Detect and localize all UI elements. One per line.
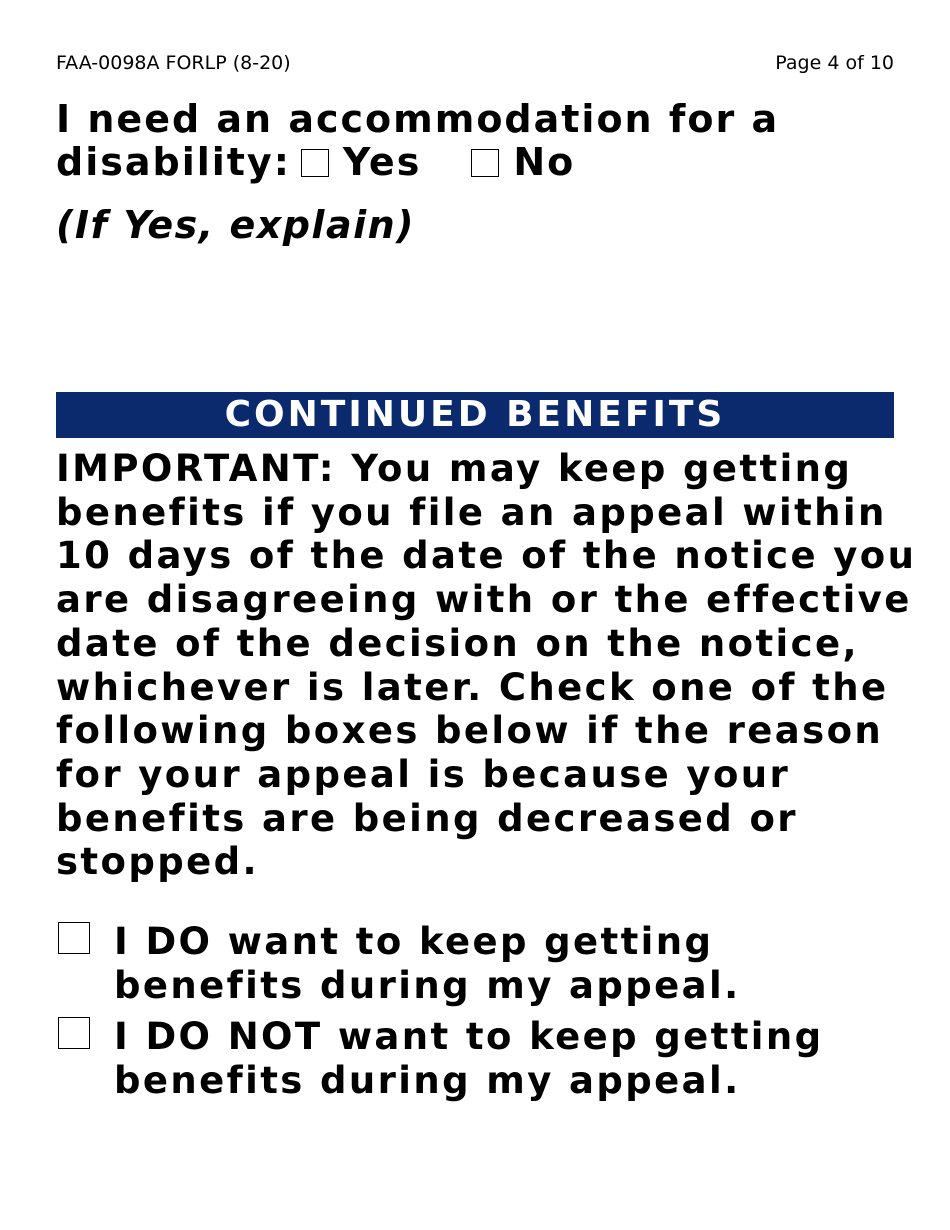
accommodation-no-label: No <box>513 140 576 184</box>
accommodation-question <box>56 98 896 184</box>
accommodation-yes-label: Yes <box>342 140 422 184</box>
continued-benefits-banner: CONTINUED BENEFITS <box>56 392 894 438</box>
page-header <box>56 52 894 76</box>
accommodation-question-line2 <box>56 141 896 184</box>
stop-benefits-checkbox[interactable] <box>58 1017 90 1049</box>
page-number: Page 4 of 10 <box>775 52 894 74</box>
important-notice: IMPORTANT: You may keep getting benefits if you file an appeal within 10 days of the date of the notice you are disagreeing with or the effective date of the decision on the notice, whichever is later. Check one of the following boxes below if the reason for your appeal is because your benefits are being decreased or stopped. <box>56 447 917 884</box>
accommodation-question-line1: I need an accommodation for a <box>56 97 780 141</box>
keep-benefits-checkbox[interactable] <box>58 922 90 954</box>
form-code: FAA-0098A FORLP (8-20) <box>56 52 291 74</box>
accommodation-yes-checkbox[interactable] <box>301 149 329 177</box>
stop-benefits-label: I DO NOT want to keep getting benefits during my appeal. <box>114 1015 824 1102</box>
disability-label: disability: <box>56 140 291 184</box>
keep-benefits-label: I DO want to keep getting benefits during my appeal. <box>114 920 741 1007</box>
explain-prompt: (If Yes, explain) <box>56 203 416 247</box>
accommodation-no-checkbox[interactable] <box>471 149 499 177</box>
